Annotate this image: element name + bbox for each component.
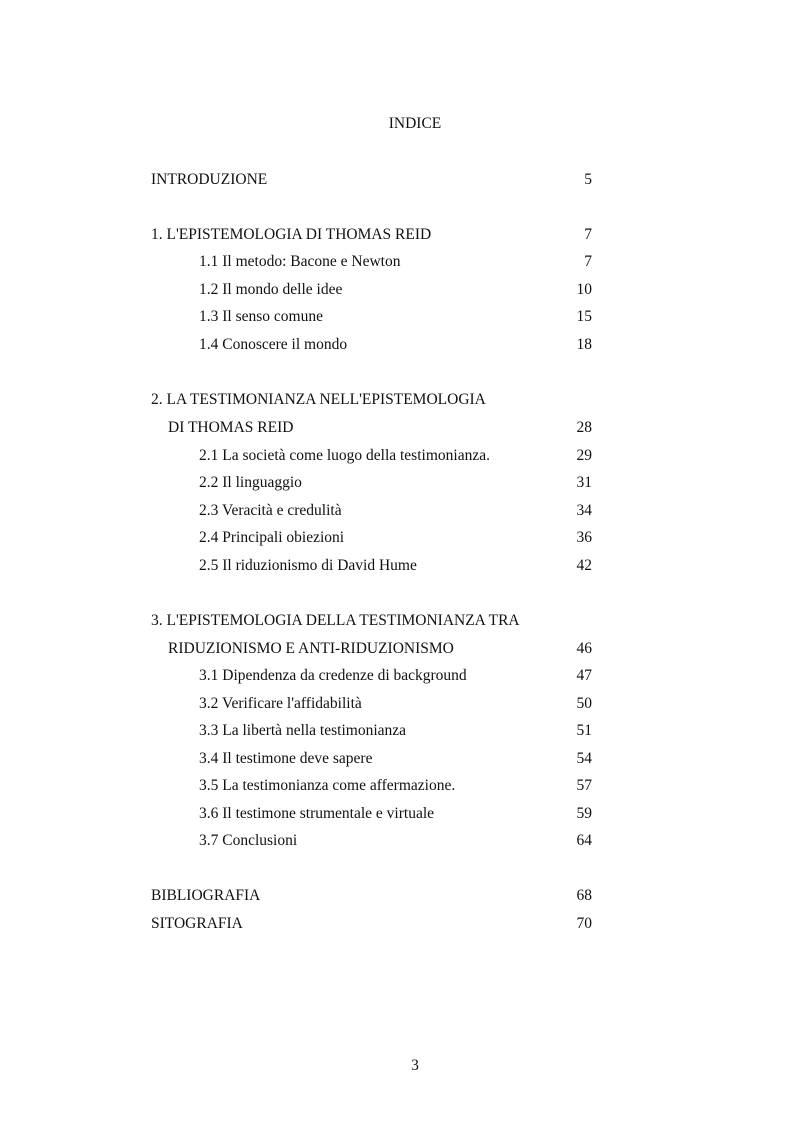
page-title: INDICE — [388, 115, 442, 132]
toc-entry-page: 18 — [576, 336, 592, 353]
toc-entry-page: 31 — [576, 474, 592, 491]
toc-entry-label-continued: DI THOMAS REID — [168, 419, 294, 436]
toc-entry-label: 3.7 Conclusioni — [199, 832, 298, 849]
toc-entry-page: 68 — [576, 887, 592, 904]
toc-entry-page: 51 — [576, 722, 592, 739]
toc-entry-page: 50 — [576, 695, 592, 712]
toc-entry-page: 7 — [584, 253, 592, 270]
toc-entry-label: 1.3 Il senso comune — [199, 308, 323, 325]
toc-entry-page: 59 — [576, 805, 592, 822]
toc-entry-page: 70 — [576, 915, 592, 932]
toc-entry-label: 2.1 La società come luogo della testimonianza. — [199, 447, 490, 464]
toc-entry-label: 2.4 Principali obiezioni — [199, 529, 345, 546]
toc-entry-label: 3.2 Verificare l'affidabilità — [199, 695, 362, 712]
toc-entry-page: 7 — [584, 226, 592, 243]
toc-entry-label: 1. L'EPISTEMOLOGIA DI THOMAS REID — [151, 226, 432, 243]
toc-entry-page: 5 — [584, 171, 592, 188]
toc-entry-label: 2. LA TESTIMONIANZA NELL'EPISTEMOLOGIA — [151, 391, 486, 408]
toc-entry-page: 47 — [576, 667, 592, 684]
toc-entry-label: SITOGRAFIA — [151, 915, 243, 932]
toc-entry-label: BIBLIOGRAFIA — [151, 887, 261, 904]
toc-entry-page: 64 — [576, 832, 592, 849]
toc-entry-page: 29 — [576, 447, 592, 464]
toc-entry-label: 3.4 Il testimone deve sapere — [199, 750, 373, 767]
toc-entry-page: 36 — [576, 529, 592, 546]
toc-entry-label: 3.6 Il testimone strumentale e virtuale — [199, 805, 435, 822]
toc-entry-label: 2.3 Veracità e credulità — [199, 502, 342, 519]
toc-entry-label: 3.3 La libertà nella testimonianza — [199, 722, 407, 739]
toc-entry-page: 42 — [576, 557, 592, 574]
toc-entry-page: 15 — [576, 308, 592, 325]
toc-entry-page: 57 — [576, 777, 592, 794]
toc-entry-page: 28 — [576, 419, 592, 436]
toc-entry-label: 2.5 Il riduzionismo di David Hume — [199, 557, 417, 574]
toc-entry-page: 54 — [576, 750, 592, 767]
toc-entry-page: 10 — [576, 281, 592, 298]
toc-entry-label: 1.2 Il mondo delle idee — [199, 281, 343, 298]
toc-entry-label: INTRODUZIONE — [151, 171, 268, 188]
toc-entry-page: 46 — [576, 640, 592, 657]
page-number: 3 — [411, 1057, 419, 1074]
toc-entry-label: 3.1 Dipendenza da credenze di background — [199, 667, 467, 684]
toc-entry-page: 34 — [576, 502, 592, 519]
toc-entry-label: 3. L'EPISTEMOLOGIA DELLA TESTIMONIANZA TRA — [151, 612, 520, 629]
toc-entry-label: 3.5 La testimonianza come affermazione. — [199, 777, 456, 794]
toc-entry-label: 1.1 Il metodo: Bacone e Newton — [199, 253, 401, 270]
toc-entry-label: 1.4 Conoscere il mondo — [199, 336, 348, 353]
toc-entry-label: 2.2 Il linguaggio — [199, 474, 302, 491]
toc-entry-label-continued: RIDUZIONISMO E ANTI-RIDUZIONISMO — [168, 640, 454, 657]
